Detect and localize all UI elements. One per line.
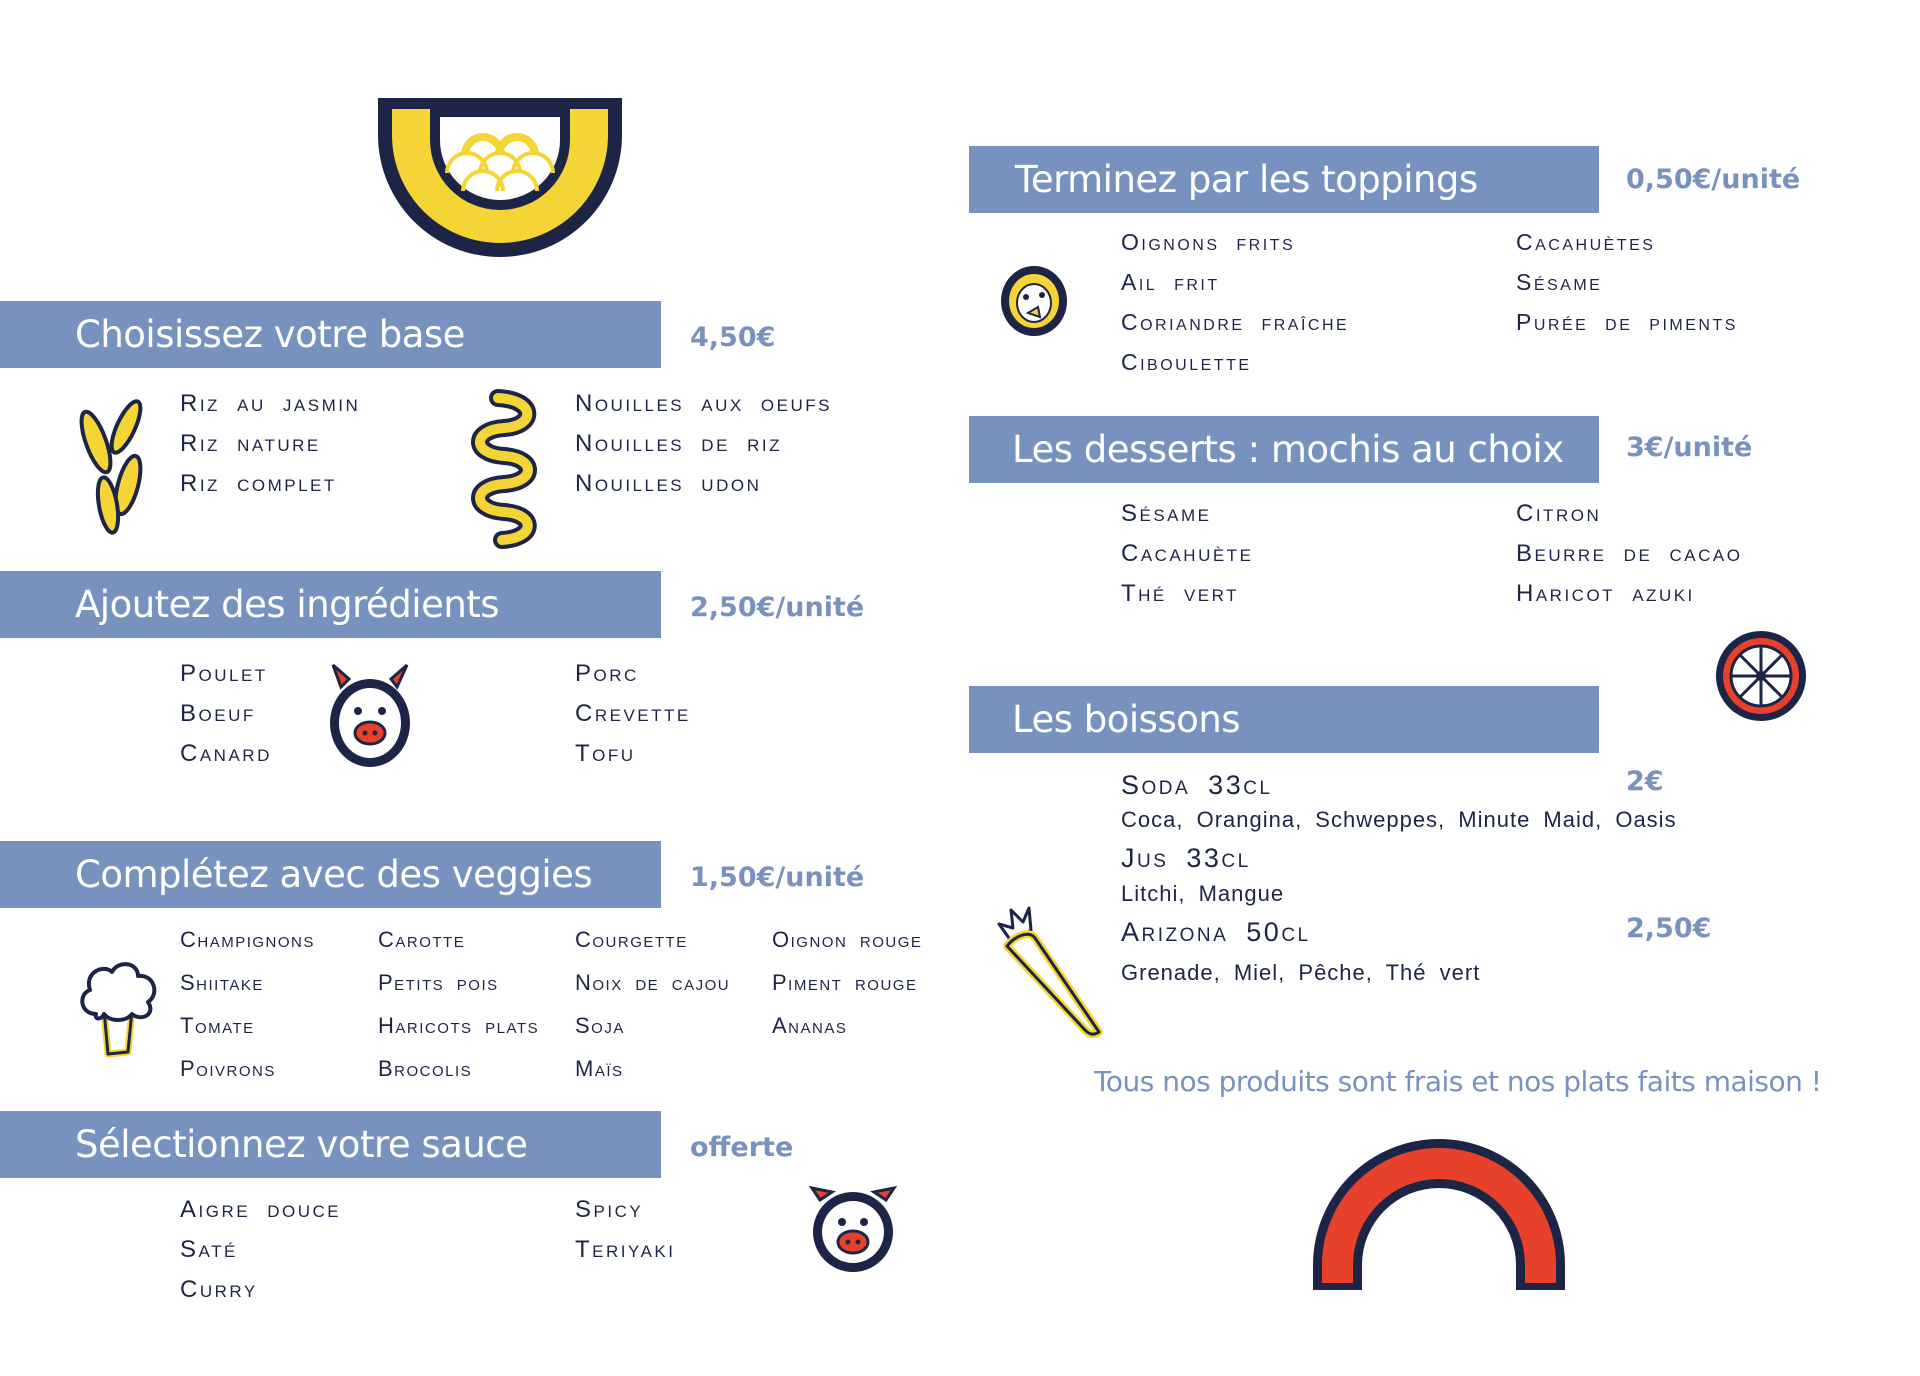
drinks-title-bar (969, 686, 1599, 753)
ingredients-item-left-2: Canard (180, 740, 272, 767)
desserts-item-right-2: Haricot azuki (1516, 580, 1695, 607)
toppings-item-right-2: Purée de piments (1516, 309, 1738, 335)
drinks-arizona-name: Arizona 50cl (1121, 917, 1311, 947)
drinks-title: Les boissons (1012, 698, 1241, 741)
veggies-col2-3: Brocolis (378, 1056, 473, 1081)
veggies-title: Complétez avec des veggies (75, 853, 593, 896)
veggies-col4-2: Ananas (772, 1013, 848, 1038)
ingredients-item-right-1: Crevette (575, 700, 691, 727)
noodle-spiral-icon (468, 392, 540, 544)
broccoli-icon (76, 958, 161, 1058)
pig-icon (808, 1186, 898, 1274)
sauce-price: offerte (690, 1132, 794, 1163)
drinks-soda-flavors: Coca, Orangina, Schweppes, Minute Maid, Oasis (1121, 807, 1677, 832)
ingredients-item-left-1: Boeuf (180, 700, 256, 727)
base-title-bar (0, 301, 661, 368)
ingredients-item-right-0: Porc (575, 660, 639, 687)
toppings-item-right-1: Sésame (1516, 269, 1603, 295)
ingredients-title: Ajoutez des ingrédients (75, 583, 500, 626)
ingredients-price: 2,50€/unité (690, 592, 865, 623)
bowl-icon (375, 95, 625, 260)
sauce-title: Sélectionnez votre sauce (75, 1123, 528, 1166)
drinks-soda-name: Soda 33cl (1121, 770, 1273, 800)
wheel-icon (1713, 628, 1809, 724)
sauce-item-right-0: Spicy (575, 1196, 644, 1223)
desserts-item-left-2: Thé vert (1121, 580, 1239, 607)
base-price: 4,50€ (690, 322, 776, 353)
base-item-right-2: Nouilles udon (575, 470, 762, 497)
base-title: Choisissez votre base (75, 313, 465, 356)
veggies-col4-1: Piment rouge (772, 970, 918, 995)
veggies-col1-3: Poivrons (180, 1056, 276, 1081)
toppings-item-left-0: Oignons frits (1121, 229, 1296, 255)
sauce-item-left-1: Saté (180, 1236, 238, 1263)
sauce-title-bar (0, 1111, 661, 1178)
desserts-item-right-0: Citron (1516, 500, 1602, 527)
veggies-title-bar (0, 841, 661, 908)
veggies-col2-2: Haricots plats (378, 1013, 540, 1038)
desserts-title: Les desserts : mochis au choix (1012, 428, 1564, 471)
veggies-col1-2: Tomate (180, 1013, 255, 1038)
base-item-left-1: Riz nature (180, 430, 321, 457)
veggies-col3-0: Courgette (575, 927, 688, 952)
sauce-item-right-1: Teriyaki (575, 1236, 676, 1263)
ingredients-item-right-2: Tofu (575, 740, 636, 767)
veggies-col1-0: Champignons (180, 927, 315, 952)
ingredients-title-bar (0, 571, 661, 638)
base-item-right-0: Nouilles aux oeufs (575, 390, 832, 417)
drinks-jus-name: Jus 33cl (1121, 843, 1251, 873)
toppings-item-left-1: Ail frit (1121, 269, 1220, 295)
ingredients-item-left-0: Poulet (180, 660, 268, 687)
devil-pig-icon (325, 665, 415, 770)
drinks-jus-flavors: Litchi, Mangue (1121, 881, 1285, 906)
sesame-ball-icon (998, 263, 1070, 339)
veggies-price: 1,50€/unité (690, 862, 865, 893)
desserts-item-right-1: Beurre de cacao (1516, 540, 1743, 567)
veggies-col3-2: Soja (575, 1013, 625, 1038)
veggies-col2-1: Petits pois (378, 970, 499, 995)
drinks-arizona-flavors: Grenade, Miel, Pêche, Thé vert (1121, 960, 1481, 985)
rice-grains-icon (76, 397, 151, 537)
rainbow-arch-icon (1313, 1139, 1565, 1293)
toppings-item-left-3: Ciboulette (1121, 349, 1252, 375)
veggies-col3-3: Maïs (575, 1056, 624, 1081)
footer-note: Tous nos produits sont frais et nos plats faits maison ! (1094, 1065, 1822, 1098)
toppings-title-bar (969, 146, 1599, 213)
veggies-col2-0: Carotte (378, 927, 466, 952)
base-item-left-2: Riz complet (180, 470, 337, 497)
toppings-title: Terminez par les toppings (1015, 158, 1478, 201)
base-item-left-0: Riz au jasmin (180, 390, 361, 417)
toppings-price: 0,50€/unité (1626, 164, 1801, 195)
veggies-col4-0: Oignon rouge (772, 927, 923, 952)
sauce-item-left-2: Curry (180, 1276, 258, 1303)
toppings-item-left-2: Coriandre fraîche (1121, 309, 1350, 335)
base-item-right-1: Nouilles de riz (575, 430, 782, 457)
drinks-arizona-price: 2,50€ (1626, 913, 1712, 944)
drinks-soda-price: 2€ (1626, 766, 1664, 797)
veggies-col1-1: Shiitake (180, 970, 264, 995)
veggies-col3-1: Noix de cajou (575, 970, 731, 995)
desserts-item-left-0: Sésame (1121, 500, 1212, 527)
carrot-icon (985, 880, 1105, 1040)
desserts-price: 3€/unité (1626, 432, 1753, 463)
toppings-item-right-0: Cacahuètes (1516, 229, 1656, 255)
sauce-item-left-0: Aigre douce (180, 1196, 342, 1223)
desserts-title-bar (969, 416, 1599, 483)
desserts-item-left-1: Cacahuète (1121, 540, 1254, 567)
